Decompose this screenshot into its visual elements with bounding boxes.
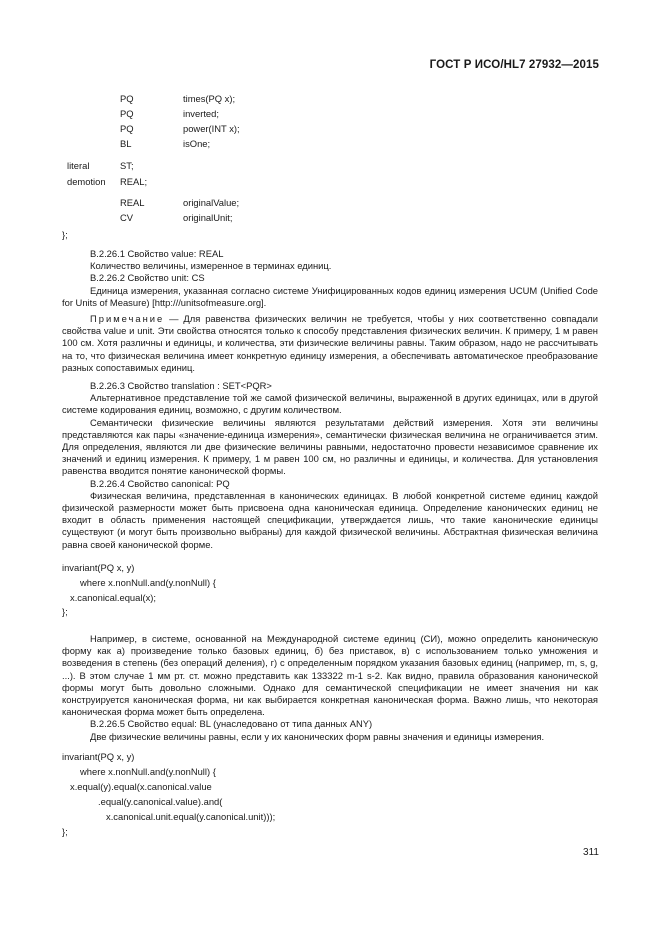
section-text-unit: Единица измерения, указанная согласно системе Унифицированных кодов единиц измерения UCUM (Unified Code for Units of Measure) [http:///unitsofmeasure.org]. [62, 284, 598, 308]
section-value-unit [62, 248, 598, 309]
example-text: Например, в системе, основанной на Международной системе единиц (СИ), можно определить каноническую форму как а) произведение только базовых единиц, б) без приставок, в) с использованием только умножения и возведения в степень (без операций деления), г) с определенным порядком указания базовых единиц (например, m, s, g, ...). В этом случае 1 мм рт. ст. можно представить как 133322 m-1 s-2. Как видно, правила образования канонической формы могут быть довольно сложными. Однако для семантической спецификации не имеет значения ни как конструируется каноническая форма, ни как выбирается конкретная каноническая форма. Важно лишь, что некоторая каноническая форма может быть определена. [62, 633, 598, 718]
note-text: — Для равенства физических величин не требуется, чтобы у них соответственно совпадали свойства value и unit. Эти свойства относятся только к способу представления физических величин. К примеру, 1 м равен 100 см. Хотя различны и единицы, и количества, эти физические величины равны. Таким образом, надо не рассчитывать на то, что физическая величина имеет конкретную единицу измерения, а обеспечивать автоматическое преобразование разных сопоставимых единиц. [62, 313, 598, 373]
code-operation: originalValue; [183, 197, 240, 208]
section-text-translation-1: Альтернативное представление той же самой физической величины, выраженной в других единицах, или в другой системе кодирования единиц, возможно, с другим количеством. [62, 392, 598, 416]
code-line: where x.nonNull.and(y.nonNull) { [80, 577, 216, 588]
code-type: BL [120, 138, 132, 149]
section-heading-canonical: B.2.26.4 Свойство canonical: PQ [90, 477, 230, 489]
code-demotion-value: REAL; [120, 176, 148, 187]
code-type: CV [120, 212, 134, 223]
section-text-translation-2: Семантически физические величины являются результатами действий измерения. Хотя эти величины представляются как пары «значение-единица измерения», семантически физическая величина не ограничивается этим. Для определения, являются ли две физические величины равными, недостаточно провести независимое сравнение их значений и единиц измерения. К примеру, 1 м равен 100 см, но различны и единицы, и количества. Для установления равенства вводится понятие канонической формы. [62, 416, 598, 477]
section-heading-unit: B.2.26.2 Свойство unit: CS [90, 272, 205, 284]
code-operation: originalUnit; [183, 212, 233, 223]
code-line: }; [62, 606, 68, 617]
section-example-equal [62, 633, 598, 743]
code-line: invariant(PQ x, y) [62, 562, 135, 573]
document-header: ГОСТ Р ИСО/HL7 27932—2015 [429, 59, 599, 71]
code-operation: isOne; [183, 138, 211, 149]
code-line: invariant(PQ x, y) [62, 751, 135, 762]
code-line: }; [62, 826, 68, 837]
code-line: x.canonical.equal(x); [70, 592, 156, 603]
code-type: PQ [120, 123, 134, 134]
section-heading-value: B.2.26.1 Свойство value: REAL [90, 248, 224, 259]
code-demotion-label: demotion [67, 176, 106, 187]
code-operation: power(INT x); [183, 123, 240, 134]
code-line: x.equal(y).equal(x.canonical.value [70, 781, 212, 792]
code-operation: times(PQ x); [183, 93, 236, 104]
section-heading-translation: B.2.26.3 Свойство translation : SET<PQR> [90, 380, 272, 391]
note-paragraph [62, 313, 598, 374]
code-line: x.canonical.unit.equal(y.canonical.unit))); [106, 811, 276, 822]
page-number: 311 [583, 847, 599, 858]
code-line: where x.nonNull.and(y.nonNull) { [80, 766, 216, 777]
section-text-value: Количество величины, измеренное в терминах единиц. [90, 260, 332, 272]
note-label: Примечание [90, 313, 165, 324]
code-type: REAL [120, 197, 145, 208]
section-heading-equal: B.2.26.5 Свойство equal: BL (унаследовано от типа данных ANY) [90, 718, 373, 730]
code-line: .equal(y.canonical.value).and( [98, 796, 223, 807]
code-literal-label: literal [67, 160, 90, 171]
code-type: PQ [120, 93, 134, 104]
section-translation-canonical [62, 380, 598, 551]
code-block-close: }; [62, 229, 68, 240]
section-text-equal: Две физические величины равны, если у их канонических форм равны значения и единицы измерения. [90, 730, 545, 742]
code-type: PQ [120, 108, 134, 119]
code-literal-value: ST; [120, 160, 134, 171]
code-operation: inverted; [183, 108, 219, 119]
section-text-canonical: Физическая величина, представленная в канонических единицах. В любой конкретной системе единиц каждой физической размерности может быть присвоена одна каноническая единица. Определение канонических единиц не входит в область применения настоящей спецификации, утверждается лишь, что такие канонические единицы существуют (и могут быть произвольно выбраны) для каждой физической величины. Абстрактная физическая величина равна своей канонической форме. [62, 489, 598, 550]
